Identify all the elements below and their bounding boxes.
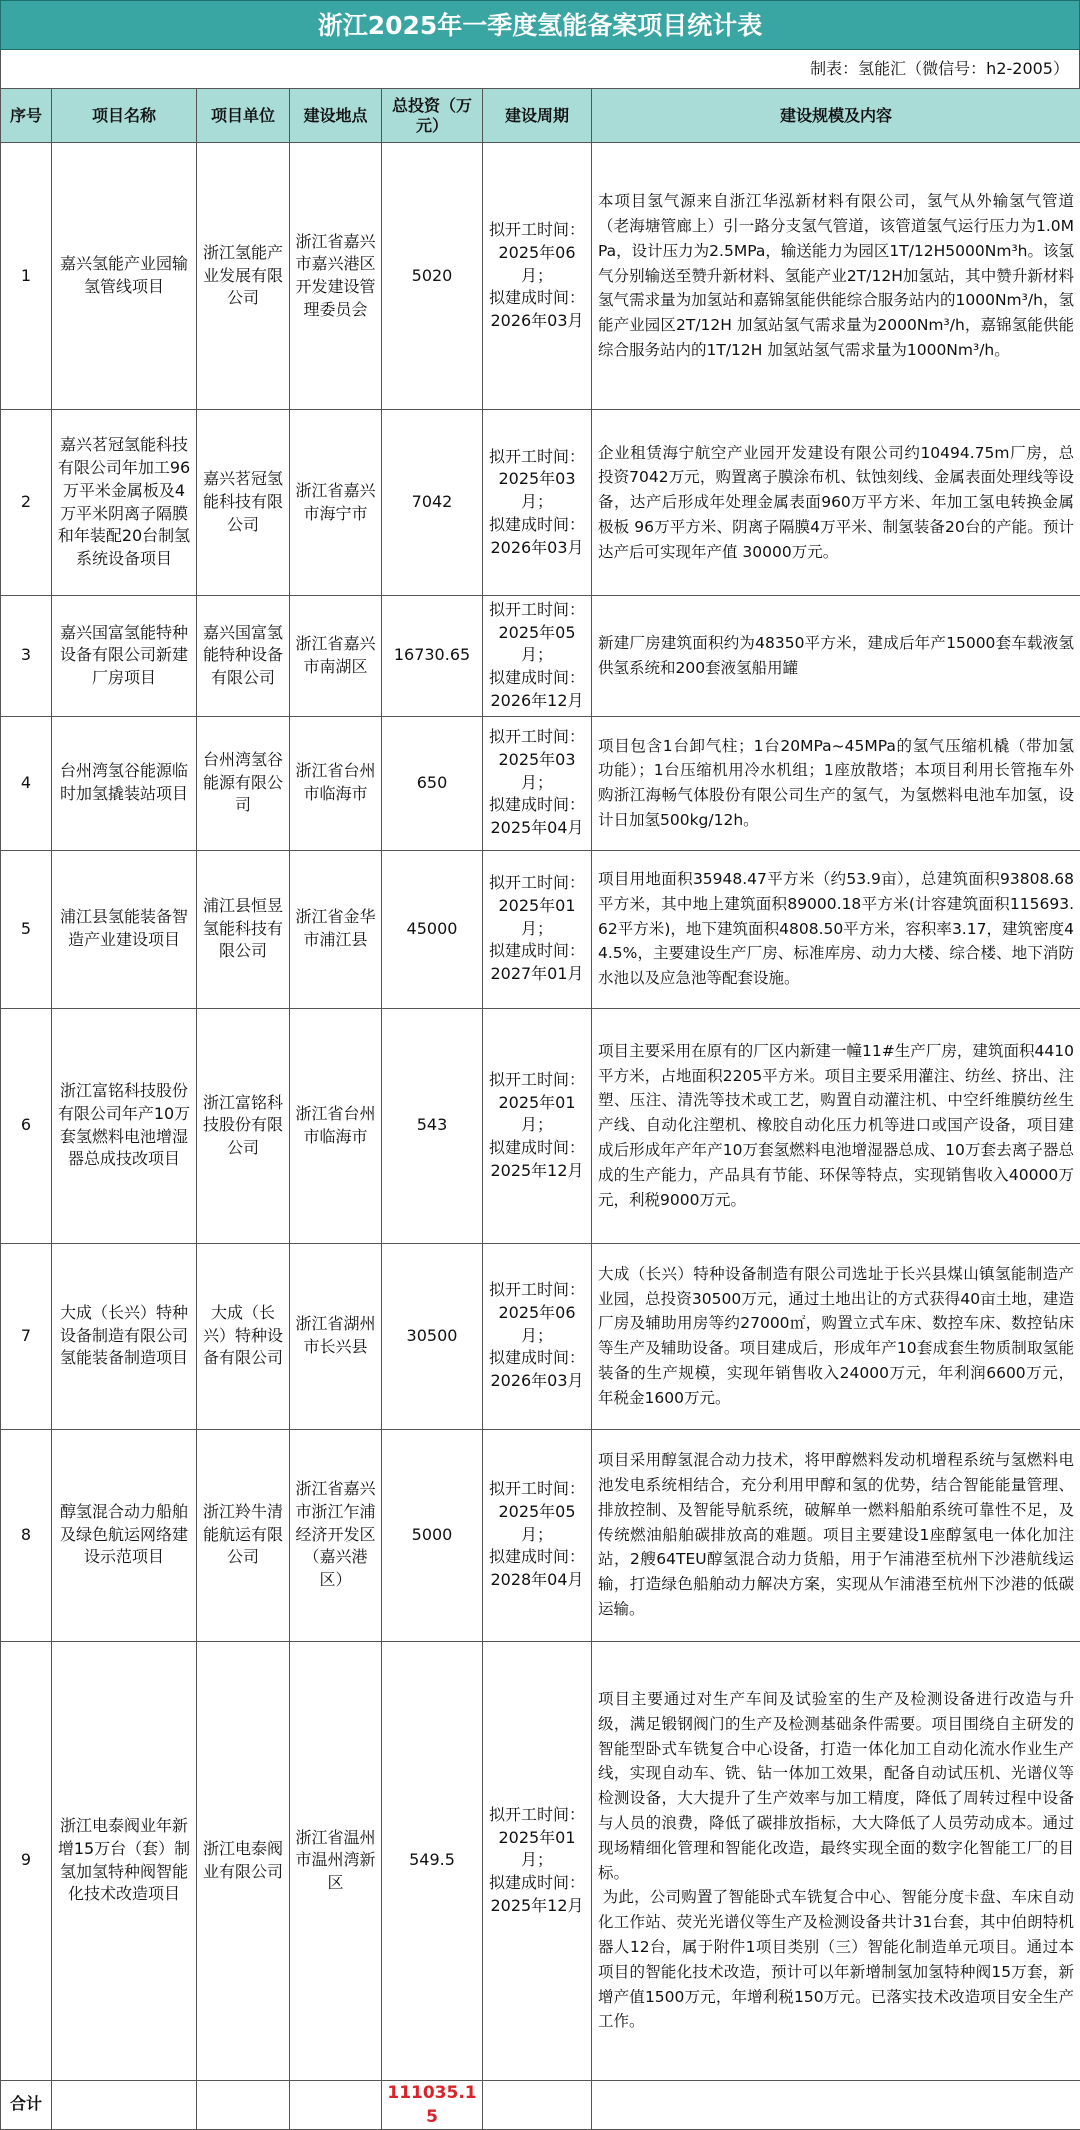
row-no: 3 — [1, 596, 52, 717]
table-row — [1, 716, 1080, 850]
row-no: 4 — [1, 716, 52, 850]
row-location: 浙江省温州市温州湾新区 — [290, 1641, 382, 2080]
total-row — [1, 2080, 1080, 2129]
row-project-unit: 浙江富铭科技股份有限公司 — [197, 1008, 290, 1243]
row-period-start: 拟开工时间：2025年01月； — [488, 872, 586, 940]
row-project-unit: 浦江县恒昱氢能科技有限公司 — [197, 850, 290, 1008]
header-project-unit: 项目单位 — [197, 89, 290, 143]
row-period-start: 拟开工时间：2025年01月； — [488, 1804, 586, 1872]
row-period-start: 拟开工时间：2025年05月； — [488, 1478, 586, 1546]
row-project-unit: 浙江氢能产业发展有限公司 — [197, 143, 290, 410]
row-project-name: 浙江电泰阀业年新增15万台（套）制氢加氢特种阀智能化技术改造项目 — [52, 1641, 197, 2080]
total-label: 合计 — [1, 2080, 52, 2129]
row-period-start: 拟开工时间：2025年03月； — [488, 446, 586, 514]
row-project-name: 浙江富铭科技股份有限公司年产10万套氢燃料电池增湿器总成技改项目 — [52, 1008, 197, 1243]
row-investment: 16730.65 — [382, 596, 483, 717]
row-no: 8 — [1, 1429, 52, 1641]
total-investment: 111035.15 — [382, 2080, 483, 2129]
row-content-paragraph: 为此，公司购置了智能卧式车铣复合中心、智能分度卡盘、车床自动化工作站、荧光光谱仪等生产及检测设备共计31台套，其中伯朗特机器人12台，属于附件1项目类别（三）智能化制造单元项目。通过本项目的智能化技术改造，预计可以年新增制氢加氢特种阀15万套，新增产值1500万元，年增利税150万元。已落实技术改造项目安全生产工作。 — [598, 1885, 1074, 2034]
header-location: 建设地点 — [290, 89, 382, 143]
table-body — [1, 143, 1080, 2130]
table-title: 浙江2025年一季度氢能备案项目统计表 — [0, 0, 1080, 50]
row-project-unit: 浙江羚牛清能航运有限公司 — [197, 1429, 290, 1641]
row-project-name: 台州湾氢谷能源临时加氢撬装站项目 — [52, 716, 197, 850]
row-content — [592, 1641, 1080, 2080]
row-content: 项目包含1台卸气柱；1台20MPa~45MPa的氢气压缩机橇（带加氢功能）；1台压缩机用冷水机组；1座放散塔；本项目利用长管拖车外购浙江海畅气体股份有限公司生产的氢气，为氢燃料电池车加氢，设计日加氢500kg/12h。 — [592, 716, 1080, 850]
row-location: 浙江省嘉兴市浙江乍浦经济开发区（嘉兴港区） — [290, 1429, 382, 1641]
row-project-unit: 嘉兴茗冠氢能科技有限公司 — [197, 410, 290, 596]
row-period-end: 拟建成时间：2028年04月 — [488, 1546, 586, 1591]
row-period-start: 拟开工时间：2025年01月； — [488, 1069, 586, 1137]
row-period-start: 拟开工时间：2025年03月； — [488, 726, 586, 794]
total-empty-cell — [483, 2080, 592, 2129]
row-period — [483, 596, 592, 717]
row-project-name: 浦江县氢能装备智造产业建设项目 — [52, 850, 197, 1008]
row-period — [483, 850, 592, 1008]
row-project-unit: 浙江电泰阀业有限公司 — [197, 1641, 290, 2080]
row-period-end: 拟建成时间：2026年03月 — [488, 1347, 586, 1392]
row-project-name: 醇氢混合动力船舶及绿色航运网络建设示范项目 — [52, 1429, 197, 1641]
row-location: 浙江省台州市临海市 — [290, 716, 382, 850]
total-empty-cell — [52, 2080, 197, 2129]
row-no: 1 — [1, 143, 52, 410]
row-period-end: 拟建成时间：2026年03月 — [488, 287, 586, 332]
row-project-unit: 大成（长兴）特种设备有限公司 — [197, 1243, 290, 1429]
row-period-end: 拟建成时间：2026年03月 — [488, 514, 586, 559]
header-no: 序号 — [1, 89, 52, 143]
table-row — [1, 1243, 1080, 1429]
row-location: 浙江省嘉兴市嘉兴港区开发建设管理委员会 — [290, 143, 382, 410]
header-project-name: 项目名称 — [52, 89, 197, 143]
row-investment: 30500 — [382, 1243, 483, 1429]
row-content: 项目采用醇氢混合动力技术，将甲醇燃料发动机增程系统与氢燃料电池发电系统相结合，充分利用甲醇和氢的优势，结合智能能量管理、排放控制、及智能导航系统，破解单一燃料船舶系统可靠性不足，及传统燃油船舶碳排放高的难题。项目主要建设1座醇氢电一体化加注站，2艘64TEU醇氢混合动力货船，用于乍浦港至杭州下沙港航线运输，打造绿色船舶动力解决方案，实现从乍浦港至杭州下沙港的低碳运输。 — [592, 1429, 1080, 1641]
row-period-start: 拟开工时间：2025年06月； — [488, 1279, 586, 1347]
row-location: 浙江省嘉兴市海宁市 — [290, 410, 382, 596]
header-investment: 总投资（万元） — [382, 89, 483, 143]
table-row — [1, 850, 1080, 1008]
total-empty-cell — [592, 2080, 1080, 2129]
row-project-unit: 嘉兴国富氢能特种设备有限公司 — [197, 596, 290, 717]
row-content: 企业租赁海宁航空产业园开发建设有限公司约10494.75m厂房，总投资7042万元，购置离子膜涂布机、钛蚀刻线、金属表面处理线等设备，达产后形成年处理金属表面960万平方米、年加工氢电转换金属极板 96万平方米、阴离子隔膜4万平米、制氢装备20台的产能。预计达产后可实现年产值 30000万元。 — [592, 410, 1080, 596]
row-no: 2 — [1, 410, 52, 596]
row-period-end: 拟建成时间：2027年01月 — [488, 940, 586, 985]
row-location: 浙江省湖州市长兴县 — [290, 1243, 382, 1429]
row-no: 9 — [1, 1641, 52, 2080]
table-row — [1, 410, 1080, 596]
row-investment: 549.5 — [382, 1641, 483, 2080]
table-row — [1, 596, 1080, 717]
header-row — [1, 89, 1080, 143]
row-content: 新建厂房建筑面积约为48350平方米，建成后年产15000套车载液氢供氢系统和200套液氢船用罐 — [592, 596, 1080, 717]
table-header — [1, 89, 1080, 143]
row-content: 项目主要采用在原有的厂区内新建一幢11#生产厂房，建筑面积4410平方米，占地面积2205平方米。项目主要采用灌注、纺丝、挤出、注塑、压注、清洗等技术或工艺，购置自动灌注机、中空纤维膜纺丝生产线、自动化注塑机、橡胶自动化压力机等进口或国产设备，项目建成后形成年产年产10万套氢燃料电池增湿器总成、10万套去离子器总成的生产能力，产品具有节能、环保等特点，实现销售收入40000万元，利税9000万元。 — [592, 1008, 1080, 1243]
row-content: 本项目氢气源来自浙江华泓新材料有限公司，氢气从外输氢气管道（老海塘管廊上）引一路分支氢气管道，该管道氢气运行压力为1.0MPa，设计压力为2.5MPa，输送能力为园区1T/12H5000Nm³h。该氢气分别输送至赞升新材料、氢能产业2T/12H加氢站，其中赞升新材料氢气需求量为加氢站和嘉锦氢能供能综合服务站内的1000Nm³/h，氢能产业园区2T/12H 加氢站氢气需求量为2000Nm³/h，嘉锦氢能供能综合服务站内的1T/12H 加氢站氢气需求量为1000Nm³/h。 — [592, 143, 1080, 410]
row-location: 浙江省台州市临海市 — [290, 1008, 382, 1243]
table-maker-note: 制表：氢能汇（微信号：h2-2005） — [0, 50, 1080, 88]
header-content: 建设规模及内容 — [592, 89, 1080, 143]
row-location: 浙江省嘉兴市南湖区 — [290, 596, 382, 717]
table-row — [1, 143, 1080, 410]
row-project-name: 嘉兴国富氢能特种设备有限公司新建厂房项目 — [52, 596, 197, 717]
row-no: 5 — [1, 850, 52, 1008]
total-empty-cell — [197, 2080, 290, 2129]
row-project-unit: 台州湾氢谷能源有限公司 — [197, 716, 290, 850]
row-period — [483, 1008, 592, 1243]
row-investment: 7042 — [382, 410, 483, 596]
row-location: 浙江省金华市浦江县 — [290, 850, 382, 1008]
row-period — [483, 1243, 592, 1429]
row-period-end: 拟建成时间：2026年12月 — [488, 667, 586, 712]
row-content-paragraph: 项目主要通过对生产车间及试验室的生产及检测设备进行改造与升级，满足锻钢阀门的生产及检测基础条件需要。项目围绕自主研发的智能型卧式车铣复合中心设备，打造一体化加工自动化流水作业生产线，实现自动车、铣、钻一体加工效果，配备自动试压机、光谱仪等检测设备，大大提升了生产效率与加工精度，降低了周转过程中设备与人员的浪费，降低了碳排放指标，大大降低了人员劳动成本。通过现场精细化管理和智能化改造，最终实现全面的数字化智能工厂的目标。 — [598, 1687, 1074, 1885]
header-period: 建设周期 — [483, 89, 592, 143]
row-no: 6 — [1, 1008, 52, 1243]
row-investment: 5000 — [382, 1429, 483, 1641]
row-content: 项目用地面积35948.47平方米（约53.9亩），总建筑面积93808.68平方米，其中地上建筑面积89000.18平方米(计容建筑面积115693.62平方米)，地下建筑面积4808.50平方米，容积率3.17，建筑密度44.5%，主要建设生产厂房、标准库房、动力大楼、综合楼、地下消防水池以及应急池等配套设施。 — [592, 850, 1080, 1008]
table-row — [1, 1008, 1080, 1243]
total-empty-cell — [290, 2080, 382, 2129]
row-investment: 650 — [382, 716, 483, 850]
row-no: 7 — [1, 1243, 52, 1429]
row-project-name: 嘉兴茗冠氢能科技有限公司年加工96万平米金属板及4万平米阴离子隔膜和年装配20台制氢系统设备项目 — [52, 410, 197, 596]
row-period — [483, 143, 592, 410]
row-period — [483, 410, 592, 596]
row-period — [483, 716, 592, 850]
table-row — [1, 1641, 1080, 2080]
row-investment: 5020 — [382, 143, 483, 410]
row-period — [483, 1641, 592, 2080]
row-period — [483, 1429, 592, 1641]
row-period-start: 拟开工时间：2025年05月； — [488, 599, 586, 667]
row-project-name: 嘉兴氢能产业园输氢管线项目 — [52, 143, 197, 410]
projects-table — [0, 88, 1080, 2130]
row-period-end: 拟建成时间：2025年04月 — [488, 794, 586, 839]
row-investment: 543 — [382, 1008, 483, 1243]
row-project-name: 大成（长兴）特种设备制造有限公司氢能装备制造项目 — [52, 1243, 197, 1429]
row-investment: 45000 — [382, 850, 483, 1008]
row-period-end: 拟建成时间：2025年12月 — [488, 1872, 586, 1917]
table-row — [1, 1429, 1080, 1641]
row-period-start: 拟开工时间：2025年06月； — [488, 219, 586, 287]
row-period-end: 拟建成时间：2025年12月 — [488, 1137, 586, 1182]
row-content: 大成（长兴）特种设备制造有限公司选址于长兴县煤山镇氢能制造产业园，总投资30500万元，通过土地出让的方式获得40亩土地，建造厂房及辅助用房等约27000㎡，购置立式车床、数控车床、数控钻床等生产及辅助设备。项目建成后，形成年产10套成套生物质制取氢能装备的生产规模，实现年销售收入24000万元，年利润6600万元，年税金1600万元。 — [592, 1243, 1080, 1429]
